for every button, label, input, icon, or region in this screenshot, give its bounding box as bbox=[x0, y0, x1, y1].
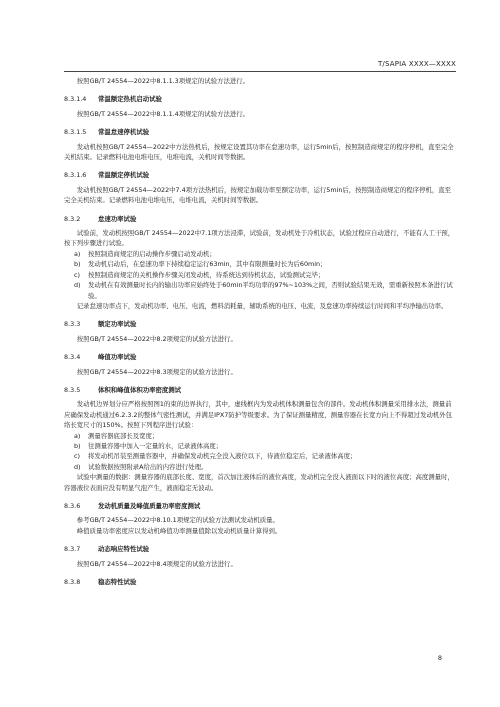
list-item bbox=[64, 249, 456, 259]
body-paragraph: 按照GB/T 24554—2022中8.4项规定的试验方法进行。 bbox=[76, 559, 237, 568]
section-title: 常温额定热机启动试验 bbox=[98, 95, 162, 104]
body-paragraph: 按照GB/T 24554—2022中8.1.1.3项规定的试验方法进行。 bbox=[76, 77, 250, 85]
section-title: 额定功率试验 bbox=[98, 320, 137, 329]
list-item-text: 测量容器底部长及宽度； bbox=[88, 431, 159, 440]
list-item-marker: b) bbox=[74, 260, 81, 269]
section-heading bbox=[64, 577, 456, 587]
section-title: 常温怠速停机试验 bbox=[98, 128, 150, 137]
body-paragraph: 峰值质量功率密度应以发动机峰值功率测量值除以发动机质量计算得到。 bbox=[76, 526, 282, 535]
section-number: 8.3.1.6 bbox=[64, 171, 87, 180]
document-code: T/SAPIA XXXX—XXXX bbox=[377, 60, 456, 68]
section-title: 稳态特性试验 bbox=[98, 578, 137, 587]
list-item-text: 发动机启动后，在怠速功率下持续稳定运行63min，其中有限测量时长为后60min； bbox=[88, 260, 327, 269]
section-heading bbox=[64, 501, 456, 511]
body-paragraph: 发动机按照GB/T 24554—2022中7.4项方法热机后，按规定加载功率至额定功率，运行5min后，按照制造商规定的程序停机，直至完全关机结束。记录燃料电池电堆电压，电堆电流，关机时间等数据。 bbox=[64, 185, 452, 205]
list-item-marker: b) bbox=[74, 441, 81, 450]
list-item bbox=[64, 259, 456, 269]
body-paragraph: 发动机边界划分应严格按照图1的束的边界执行，其中，虚线框内为发动机体积测量包含的部件。发动机体积测量采用排水法，测量前应确保发动机通过6.2.3.2的整体气密性测试，并满足IPX7防护等级要求。为了保证测量精度，测量容器在长宽方向上不得超过发动机外包络长宽尺寸的150%。按照下列程序进行试验： bbox=[64, 400, 453, 430]
list-item-marker: c) bbox=[74, 452, 81, 461]
header-divider bbox=[64, 71, 456, 72]
section-title: 怠速功率试验 bbox=[98, 214, 137, 223]
list-item-text: 发动机在有效测量时长内的输出功率应始终处于60min平均功率的97%~103%之间，否则试验结果无效，需重新按照本条进行试验。 bbox=[88, 281, 453, 300]
list-item-text: 按照制造商规定的关机操作步骤关闭发动机，待系统达到待机状态，试验测试完毕； bbox=[88, 270, 325, 279]
section-title: 峰值功率试验 bbox=[98, 353, 137, 362]
list-item-marker: c) bbox=[74, 270, 81, 279]
section-heading bbox=[64, 352, 456, 362]
list-item bbox=[64, 270, 456, 280]
list-item-text: 将发动机吊装至测量容器中，并确保发动机完全没入液位以下，待液位稳定后，记录液体高度； bbox=[88, 452, 357, 461]
section-number: 8.3.1.5 bbox=[64, 128, 87, 137]
page-number: 8 bbox=[437, 654, 442, 662]
body-paragraph: 参考GB/T 24554—2022中8.10.1项规定的试验方法测试发动机质量。 bbox=[76, 516, 279, 525]
list-item-text: 往测量容器中加入一定量的水，记录液体高度； bbox=[88, 441, 223, 450]
list-item-marker: d) bbox=[74, 281, 81, 290]
section-heading bbox=[64, 127, 456, 137]
section-number: 8.3.2 bbox=[64, 214, 81, 223]
list-item-marker: a) bbox=[74, 249, 81, 258]
section-title: 发动机质量及峰值质量功率密度测试 bbox=[98, 502, 201, 510]
list-item-text: 按照制造商规定的启动操作步骤启动发动机； bbox=[88, 249, 216, 258]
body-paragraph: 按照GB/T 24554—2022中8.3项规定的试验方法进行。 bbox=[76, 367, 237, 376]
list-item bbox=[64, 280, 456, 301]
list-item bbox=[64, 441, 456, 451]
body-paragraph: 试验中测量的数据：测量容器的底部长度、宽度，首次加注液体后的液位高度，发动机完全没入液面以下时的液位高度；高度测量时，容器液位表面应没有明显气泡产生，液面稳定无波动。 bbox=[64, 473, 454, 492]
list-item bbox=[64, 462, 456, 472]
section-number: 8.3.1.4 bbox=[64, 95, 87, 104]
section-heading bbox=[64, 214, 456, 224]
list-item-text: 试验数据按照附录A给出的内容进行处理。 bbox=[88, 462, 208, 471]
list-item bbox=[64, 451, 456, 461]
section-number: 8.3.7 bbox=[64, 545, 81, 554]
section-title: 体积和峰值体积功率密度测试 bbox=[98, 385, 182, 394]
section-number: 8.3.4 bbox=[64, 353, 81, 362]
list-item-marker: d) bbox=[74, 462, 81, 471]
section-heading bbox=[64, 170, 456, 180]
section-heading bbox=[64, 544, 456, 554]
body-paragraph: 试验前，发动机按照GB/T 24554—2022中7.1项方法浸滞，试验前，发动机处于冷机状态，试验过程应自动进行，不能有人工干预，按下列步骤进行试验。 bbox=[64, 229, 455, 248]
list-item bbox=[64, 431, 456, 441]
body-paragraph: 按照GB/T 24554—2022中8.1.1.4项规定的试验方法进行。 bbox=[76, 109, 250, 118]
section-number: 8.3.8 bbox=[64, 578, 81, 587]
section-title: 动态响应特性试验 bbox=[98, 545, 150, 554]
section-heading bbox=[64, 94, 456, 104]
body-paragraph: 按照GB/T 24554—2022中8.2项规定的试验方法进行。 bbox=[76, 334, 237, 343]
document-body bbox=[64, 76, 456, 591]
section-number: 8.3.6 bbox=[64, 502, 81, 510]
section-heading bbox=[64, 319, 456, 329]
body-paragraph: 发动机按照GB/T 24554—2022中方法热机后，按规定设置其功率在怠速功率，运行5min后，按照制造商规定的程序停机，直至完全关机结束。记录燃料电池电堆电压，电堆电流，关机时间等数据。 bbox=[64, 142, 454, 162]
section-title: 常温额定停机试验 bbox=[98, 171, 150, 180]
section-number: 8.3.3 bbox=[64, 320, 81, 329]
list-item-marker: a) bbox=[74, 431, 81, 440]
section-number: 8.3.5 bbox=[64, 385, 81, 394]
body-paragraph: 记录怠速功率点下，发动机功率、电压、电流，燃料消耗量，辅助系统的电压、电流，及怠速功率持续运行时间和平均净输出功率。 bbox=[76, 301, 448, 310]
section-heading bbox=[64, 385, 456, 395]
